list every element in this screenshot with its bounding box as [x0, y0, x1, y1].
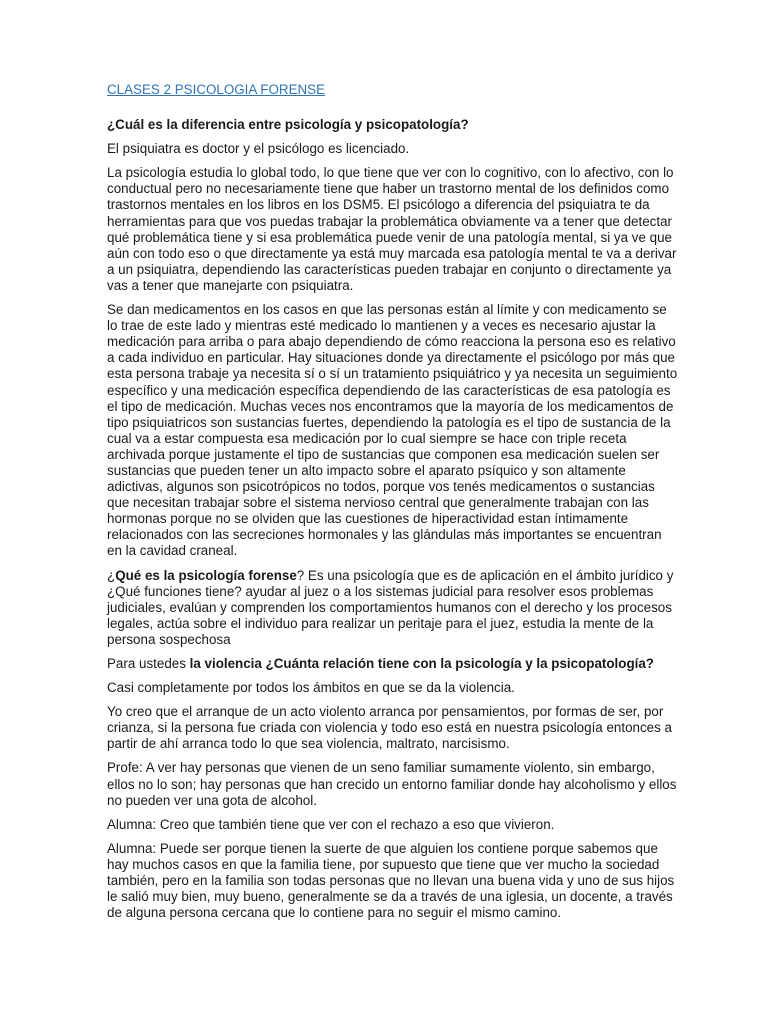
paragraph-8: Alumna: Creo que también tiene que ver con el rechazo a eso que vivieron. — [107, 816, 555, 832]
paragraph-forensic — [107, 568, 678, 648]
violence-question-bold: la violencia ¿Cuánta relación tiene con la psicología y la psicopatología? — [189, 656, 654, 671]
paragraph-7: Profe: A ver hay personas que vienen de un seno familiar sumamente violento, sin embargo, ellos no lo son; hay personas que han crecido un entorno familiar donde hay alcoholismo y ellos no pueden ver una gota de alcohol. — [107, 760, 677, 808]
violence-lead: Para ustedes — [107, 656, 190, 671]
document-title[interactable]: CLASES 2 PSICOLOGIA FORENSE — [107, 82, 326, 97]
paragraph-6: Yo creo que el arranque de un acto violento arranca por pensamientos, por formas de ser, por crianza, si la persona fue criada con violencia y todo eso está en nuestra psicología entonces a partir de ahí arranca todo lo que sea violencia, maltrato, narcisismo. — [107, 704, 672, 752]
paragraph-5: Casi completamente por todos los ámbitos en que se da la violencia. — [107, 680, 515, 696]
forensic-lead: ¿ — [107, 567, 116, 583]
paragraph-3: Se dan medicamentos en los casos en que las personas están al límite y con medicamento se lo trae de este lado y mientras esté medicado lo mantienen y a veces es necesario ajustar la medicación para arriba o para abajo dependiendo de cómo reacciona la persona eso es relativo a cada individuo en particular. Hay situaciones donde ya directamente el psicólogo por más que esta persona trabaje ya necesita sí o sí un tratamiento psiquiátrico y ya necesita un seguimiento específico y una medicación específica dependiendo de las características de esa patología es el tipo de medicación. Muchas veces nos encontramos que la mayoría de los medicamentos de tipo psiquiatricos son sustancias fuertes, dependiendo la patología es el tipo de sustancia de la cual va a estar compuesta esa medicación por lo cual siempre se hace con triple receta archivada porque justamente el tipo de sustancias que componen esa medicación suelen ser sustancias que pueden tener un alto impacto sobre el aparato psíquico y son altamente adictivas, algunos son psicotrópicos no todos, porque vos tenés medicamentos o sustancias que necesitan trabajar sobre el sistema nervioso central que generalmente trabajan con las hormonas porque no se olviden que las cuestiones de hiperactividad estan íntimamente relacionados con las secreciones hormonales y las glándulas más importantes se encuentran en la cavidad craneal. — [107, 302, 678, 559]
paragraph-9: Alumna: Puede ser porque tienen la suerte de que alguien los contiene porque sabemos que hay muchos casos en que la familia tiene, por supuesto que tiene que ver mucho la sociedad también, pero en la familia son todas personas que no llevan una buena vida y uno de sus hijos le salió muy bien, muy bueno, generalmente se da a través de una iglesia, un docente, a través de alguna persona cercana que lo contiene para no seguir el mismo camino. — [107, 840, 675, 921]
title-wrap — [107, 82, 678, 98]
paragraph-1: El psiquiatra es doctor y el psicólogo es licenciado. — [107, 141, 410, 157]
question-difference: ¿Cuál es la diferencia entre psicología y psicopatología? — [107, 117, 469, 133]
paragraph-2: La psicología estudia lo global todo, lo que tiene que ver con lo cognitivo, con lo afectivo, con lo conductual pero no necesariamente tiene que haber un trastorno mental de los definidos como trastornos mentales en los libros en los DSM5. El psicólogo a diferencia del psiquiatra te da herramientas para que vos puedas trabajar la problemática obviamente va a tener que detectar qué problemática tiene y si esa problemática puede venir de una patología mental, si ya ve que aún con todo eso o que directamente ya está muy marcada esa patología mental te va a derivar a un psiquiatra, dependiendo las características pueden trabajar en conjunto o directamente ya vas a tener que manejarte con psiquiatra. — [107, 165, 677, 293]
forensic-question-bold: Qué es la psicología forense — [115, 567, 297, 583]
forensic-answer: ? Es una psicología que es de aplicación en el ámbito jurídico y ¿Qué funciones tiene? ayudar al juez o a los sistemas judicial para resolver esos problemas judiciales, evalúan y comprenden los comportamientos humanos con el derecho y los procesos legales, actúa sobre el individuo para realizar un peritaje para el juez, estudia la mente de la persona sospechosa — [107, 567, 674, 647]
question-violence — [107, 656, 678, 672]
